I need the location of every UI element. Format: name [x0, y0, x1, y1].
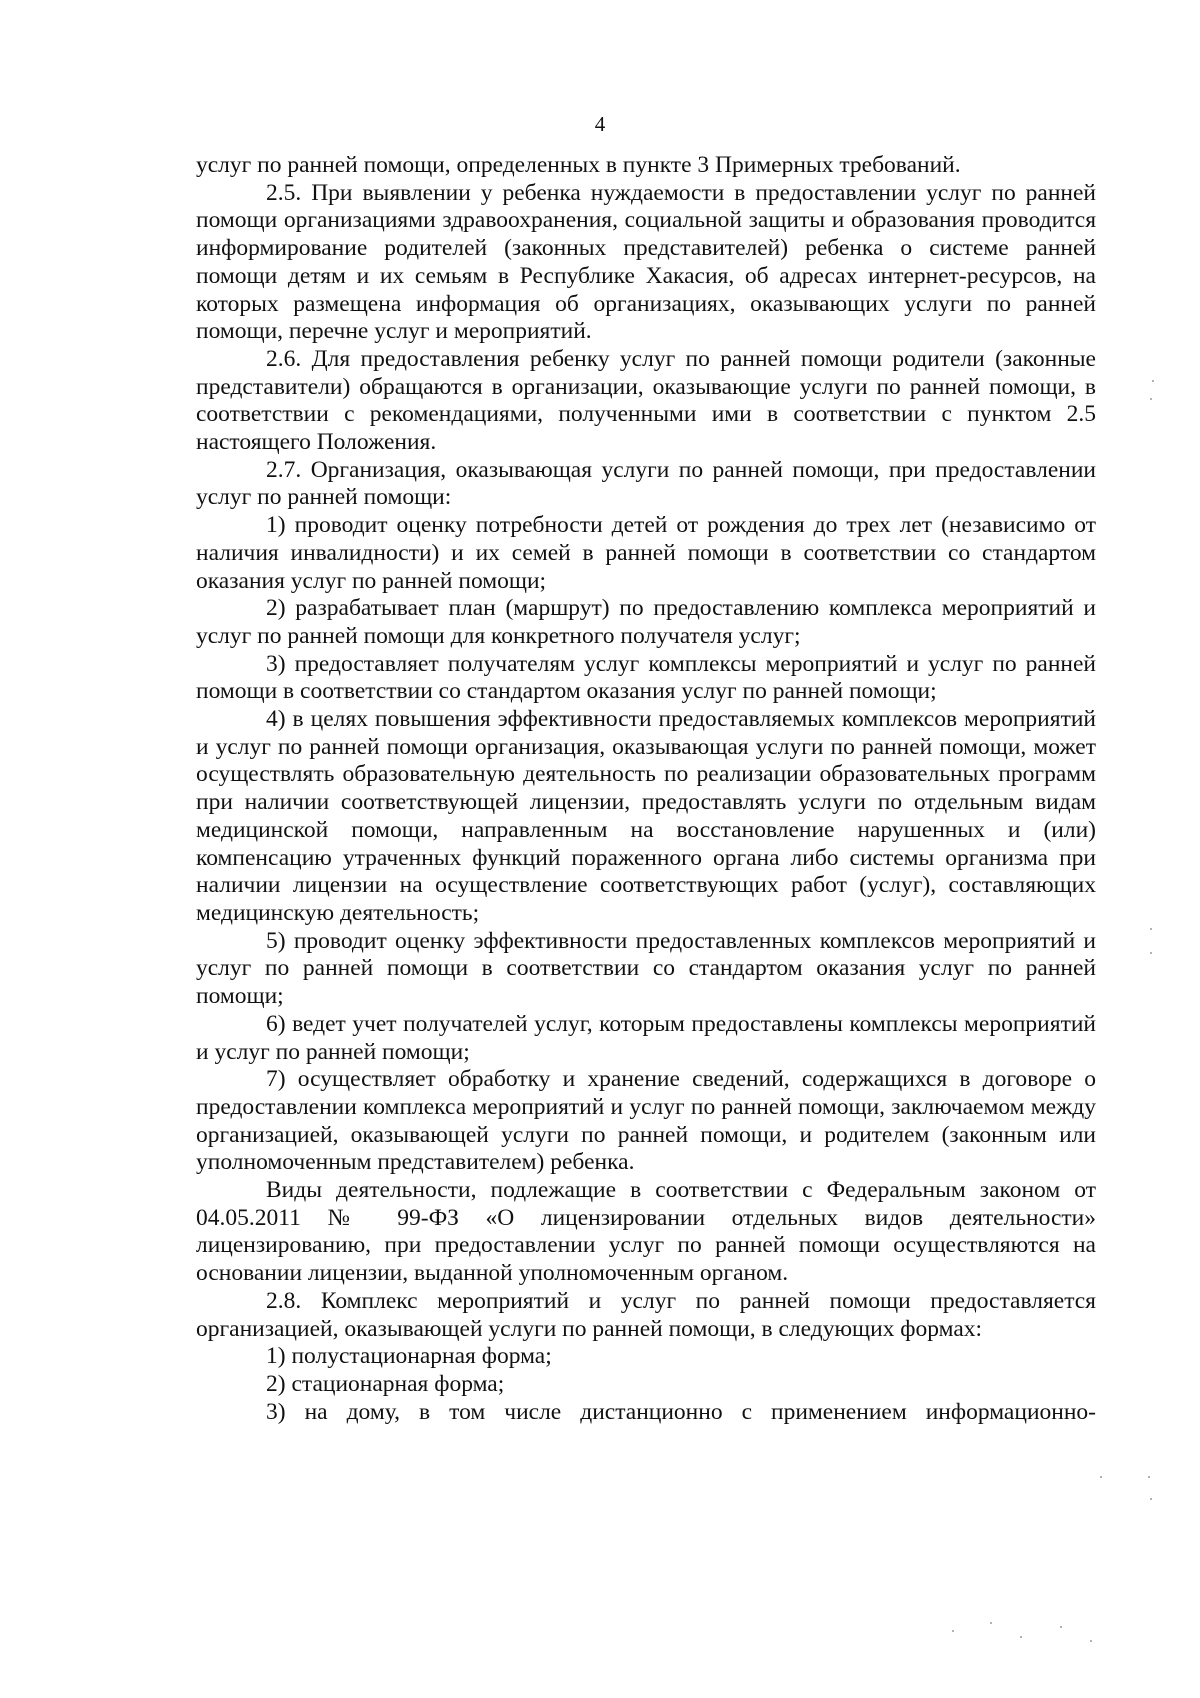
- paragraph-licensing: Виды деятельности, подлежащие в соответствии с Федеральным законом от 04.05.2011 № 99-ФЗ «О лицензировании отдельных видов деятельности» лицензированию, при предоставлении услуг по ранней помощи осуществляются на основании лицензии, выданной уполномоченным органом.: [196, 1177, 1096, 1287]
- list-item-7: 7) осуществляет обработку и хранение сведений, содержащихся в договоре о предоставлении комплекса мероприятий и услуг по ранней помощи, заключаемом между организацией, оказывающей услуги по ранней помощи, и родителем (законным или уполномоченным представителем) ребенка.: [196, 1066, 1096, 1176]
- scan-speck: [1150, 928, 1152, 930]
- form-item-3: 3) на дому, в том числе дистанционно с применением информационно-: [266, 1398, 1096, 1425]
- page-number: 4: [594, 112, 606, 136]
- scan-speck: [1152, 380, 1154, 382]
- paragraph-continuation: услуг по ранней помощи, определенных в пункте 3 Примерных требований.: [196, 152, 961, 178]
- paragraph-2-5: 2.5. При выявлении у ребенка нуждаемости в предоставлении услуг по ранней помощи организациями здравоохранения, социальной защиты и образования проводится информирование родителей (законных представителей) ребенка о системе ранней помощи детям и их семьям в Республике Хакасия, об адресах интернет-ресурсов, на которых размещена информация об организациях, оказывающих услуги по ранней помощи, перечне услуг и мероприятий.: [196, 179, 1096, 345]
- scan-speck: [1060, 1626, 1062, 1628]
- list-item-1: 1) проводит оценку потребности детей от рождения до трех лет (независимо от наличия инвалидности) и их семей в ранней помощи в соответствии со стандартом оказания услуг по ранней помощи;: [196, 512, 1096, 594]
- form-item-1: 1) полустационарная форма;: [266, 1343, 552, 1370]
- list-item-4: 4) в целях повышения эффективности предоставляемых комплексов мероприятий и услуг по ранней помощи организация, оказывающая услуги по ранней помощи, может осуществлять образовательную деятельность по реализации образовательных программ при наличии соответствующей лицензии, предоставлять услуги по отдельным видам медицинской помощи, направленным на восстановление нарушенных и (или) компенсацию утраченных функций пораженного органа либо системы организма при наличии лицензии на осуществление соответствующих работ (услуг), составляющих медицинскую деятельность;: [196, 706, 1096, 926]
- scan-speck: [1100, 1476, 1102, 1478]
- scan-speck: [990, 1622, 992, 1624]
- scan-speck: [1150, 1498, 1152, 1500]
- scan-speck: [1148, 1476, 1150, 1478]
- form-item-2: 2) стационарная форма;: [266, 1370, 505, 1397]
- list-item-6: 6) ведет учет получателей услуг, которым предоставлены комплексы мероприятий и услуг по ранней помощи;: [196, 1010, 1096, 1065]
- list-item-3: 3) предоставляет получателям услуг комплексы мероприятий и услуг по ранней помощи в соответствии со стандартом оказания услуг по ранней помощи;: [196, 650, 1096, 705]
- paragraph-2-8: 2.8. Комплекс мероприятий и услуг по ранней помощи предоставляется организацией, оказывающей услуги по ранней помощи, в следующих формах:: [196, 1287, 1096, 1342]
- scan-speck: [1150, 952, 1152, 954]
- document-body: [196, 152, 1096, 1426]
- paragraph-2-6: 2.6. Для предоставления ребенку услуг по ранней помощи родители (законные представители) обращаются в организации, оказывающие услуги по ранней помощи, в соответствии с рекомендациями, полученными ими в соответствии с пунктом 2.5 настоящего Положения.: [196, 345, 1096, 456]
- list-item-2: 2) разрабатывает план (маршрут) по предоставлению комплекса мероприятий и услуг по ранней помощи для конкретного получателя услуг;: [196, 595, 1096, 649]
- list-item-5: 5) проводит оценку эффективности предоставленных комплексов мероприятий и услуг по ранней помощи в соответствии со стандартом оказания услуг по ранней помощи;: [196, 927, 1096, 1010]
- paragraph-2-7: 2.7. Организация, оказывающая услуги по ранней помощи, при предоставлении услуг по ранней помощи:: [196, 456, 1096, 511]
- scan-speck: [1020, 1636, 1022, 1638]
- scan-speck: [952, 1630, 954, 1632]
- scan-speck: [1150, 398, 1152, 400]
- scan-speck: [1090, 1640, 1092, 1642]
